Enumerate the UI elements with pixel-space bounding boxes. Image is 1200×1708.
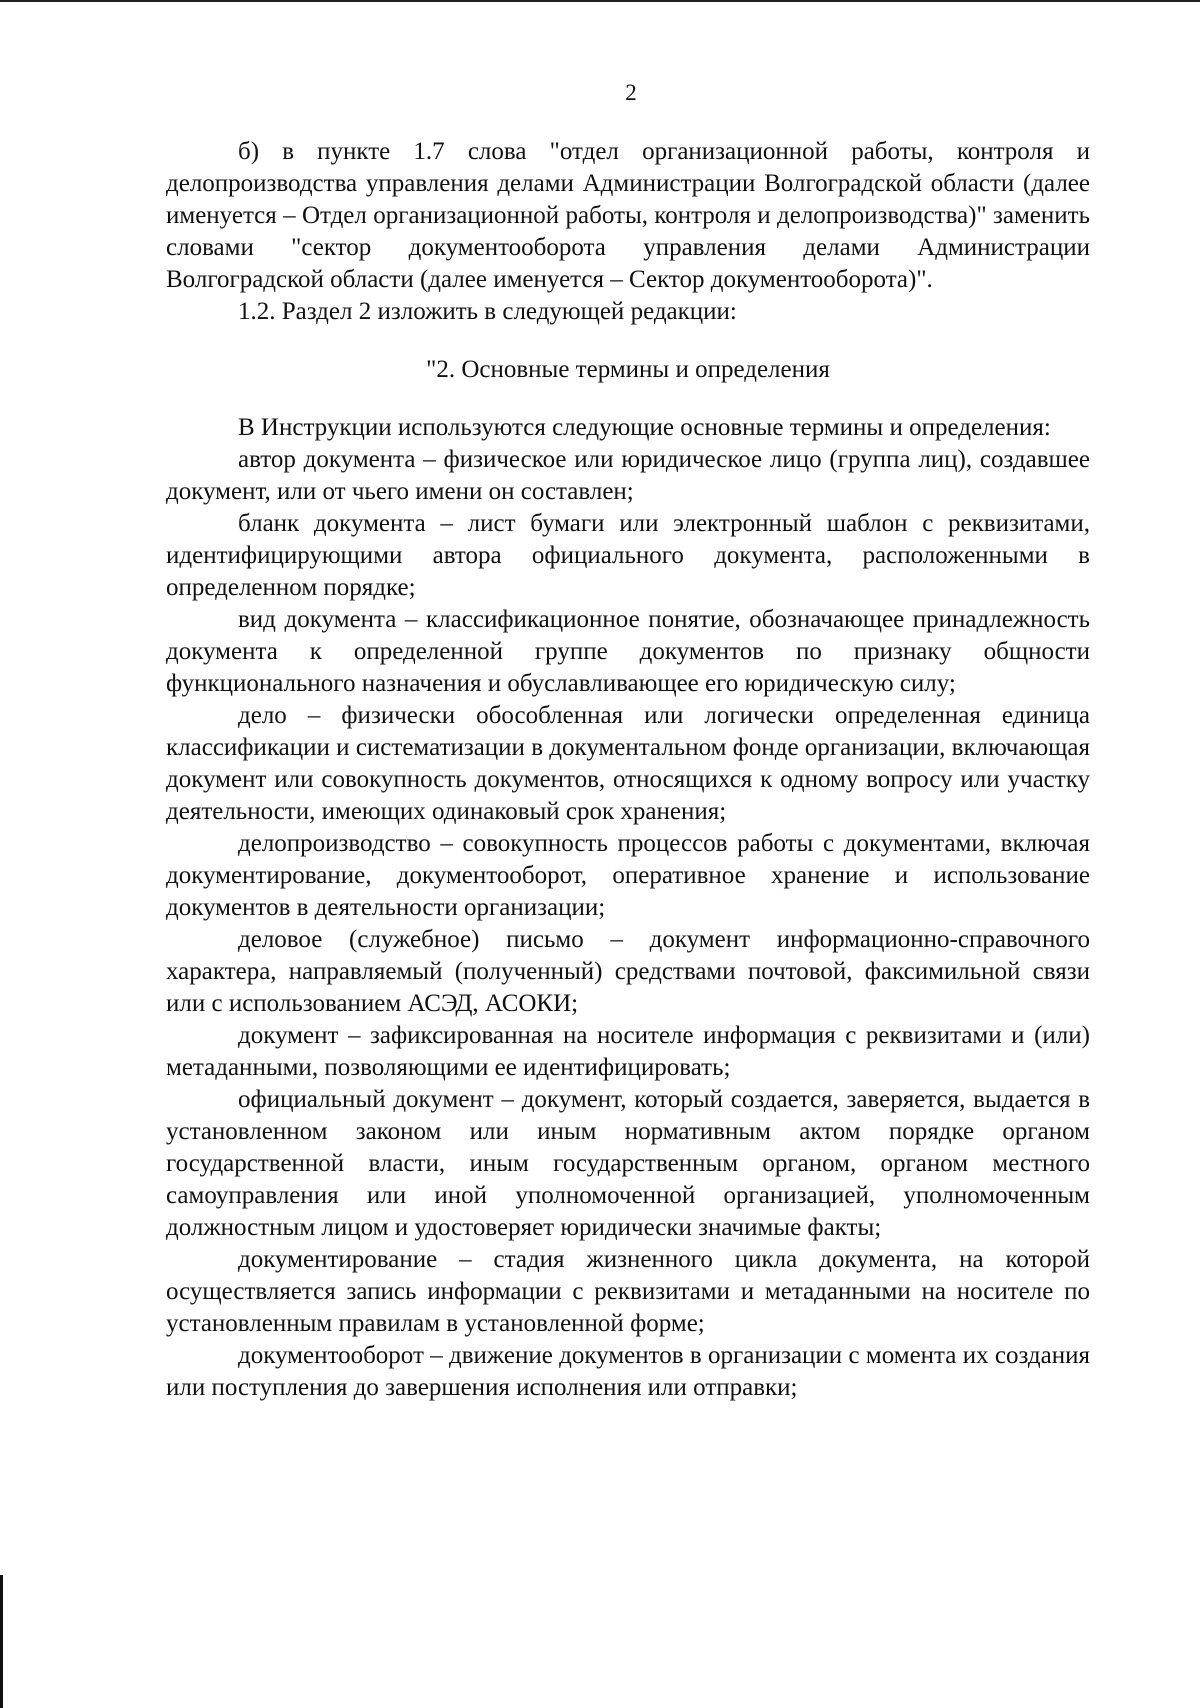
definition-item: документирование – стадия жизненного цикла документа, на которой осуществляется запись информации с реквизитами и метаданными на носителе по установленным правилам в установленной форме; xyxy=(166,1246,1090,1337)
definition-item: официальный документ – документ, который создается, заверяется, выдается в установленном законом или иным нормативным актом порядке органом государственной власти, иным государственным органом, органом местного самоуправления или иной уполномоченной организацией, уполномоченным должностным лицом и удостоверяет юридически значимые факты; xyxy=(166,1086,1090,1241)
definitions-intro: В Инструкции используются следующие основные термины и определения: xyxy=(238,414,1051,441)
definition-item: автор документа – физическое или юридическое лицо (группа лиц), создавшее документ, или от чьего имени он составлен; xyxy=(166,446,1090,505)
definition-item: бланк документа – лист бумаги или электронный шаблон с реквизитами, идентифицирующими автора официального документа, расположенными в определенном порядке; xyxy=(166,510,1090,601)
document-body xyxy=(166,136,1090,1404)
paragraph-section-2-intro: 1.2. Раздел 2 изложить в следующей редакции: xyxy=(238,298,737,325)
scan-edge-left xyxy=(0,1575,3,1708)
paragraph-amendment-b: б) в пункте 1.7 слова "отдел организационной работы, контроля и делопроизводства управления делами Администрации Волгоградской области (далее именуется – Отдел организационной работы, контроля и делопроизводства)" заменить словами "сектор документооборота управления делами Администрации Волгоградской области (далее именуется – Сектор документооборота)". xyxy=(166,138,1090,293)
page-number: 2 xyxy=(625,80,637,105)
definition-item: дело – физически обособленная или логически определенная единица классификации и систематизации в документальном фонде организации, включающая документ или совокупность документов, относящихся к одному вопросу или участку деятельности, имеющих одинаковый срок хранения; xyxy=(166,702,1090,825)
scan-edge-top xyxy=(0,0,1200,2)
definition-item: документ – зафиксированная на носителе информация с реквизитами и (или) метаданными, позволяющими ее идентифицировать; xyxy=(166,1022,1090,1081)
section-heading: "2. Основные термины и определения xyxy=(426,356,830,383)
definition-item: делопроизводство – совокупность процессов работы с документами, включая документирование, документооборот, оперативное хранение и использование документов в деятельности организации; xyxy=(166,830,1090,921)
definition-item: вид документа – классификационное понятие, обозначающее принадлежность документа к определенной группе документов по признаку общности функционального назначения и обуславливающее его юридическую силу; xyxy=(166,606,1090,697)
definition-item: деловое (служебное) письмо – документ информационно-справочного характера, направляемый (полученный) средствами почтовой, факсимильной связи или с использованием АСЭД, АСОКИ; xyxy=(166,926,1090,1017)
definition-item: документооборот – движение документов в организации с момента их создания или поступления до завершения исполнения или отправки; xyxy=(166,1342,1090,1401)
